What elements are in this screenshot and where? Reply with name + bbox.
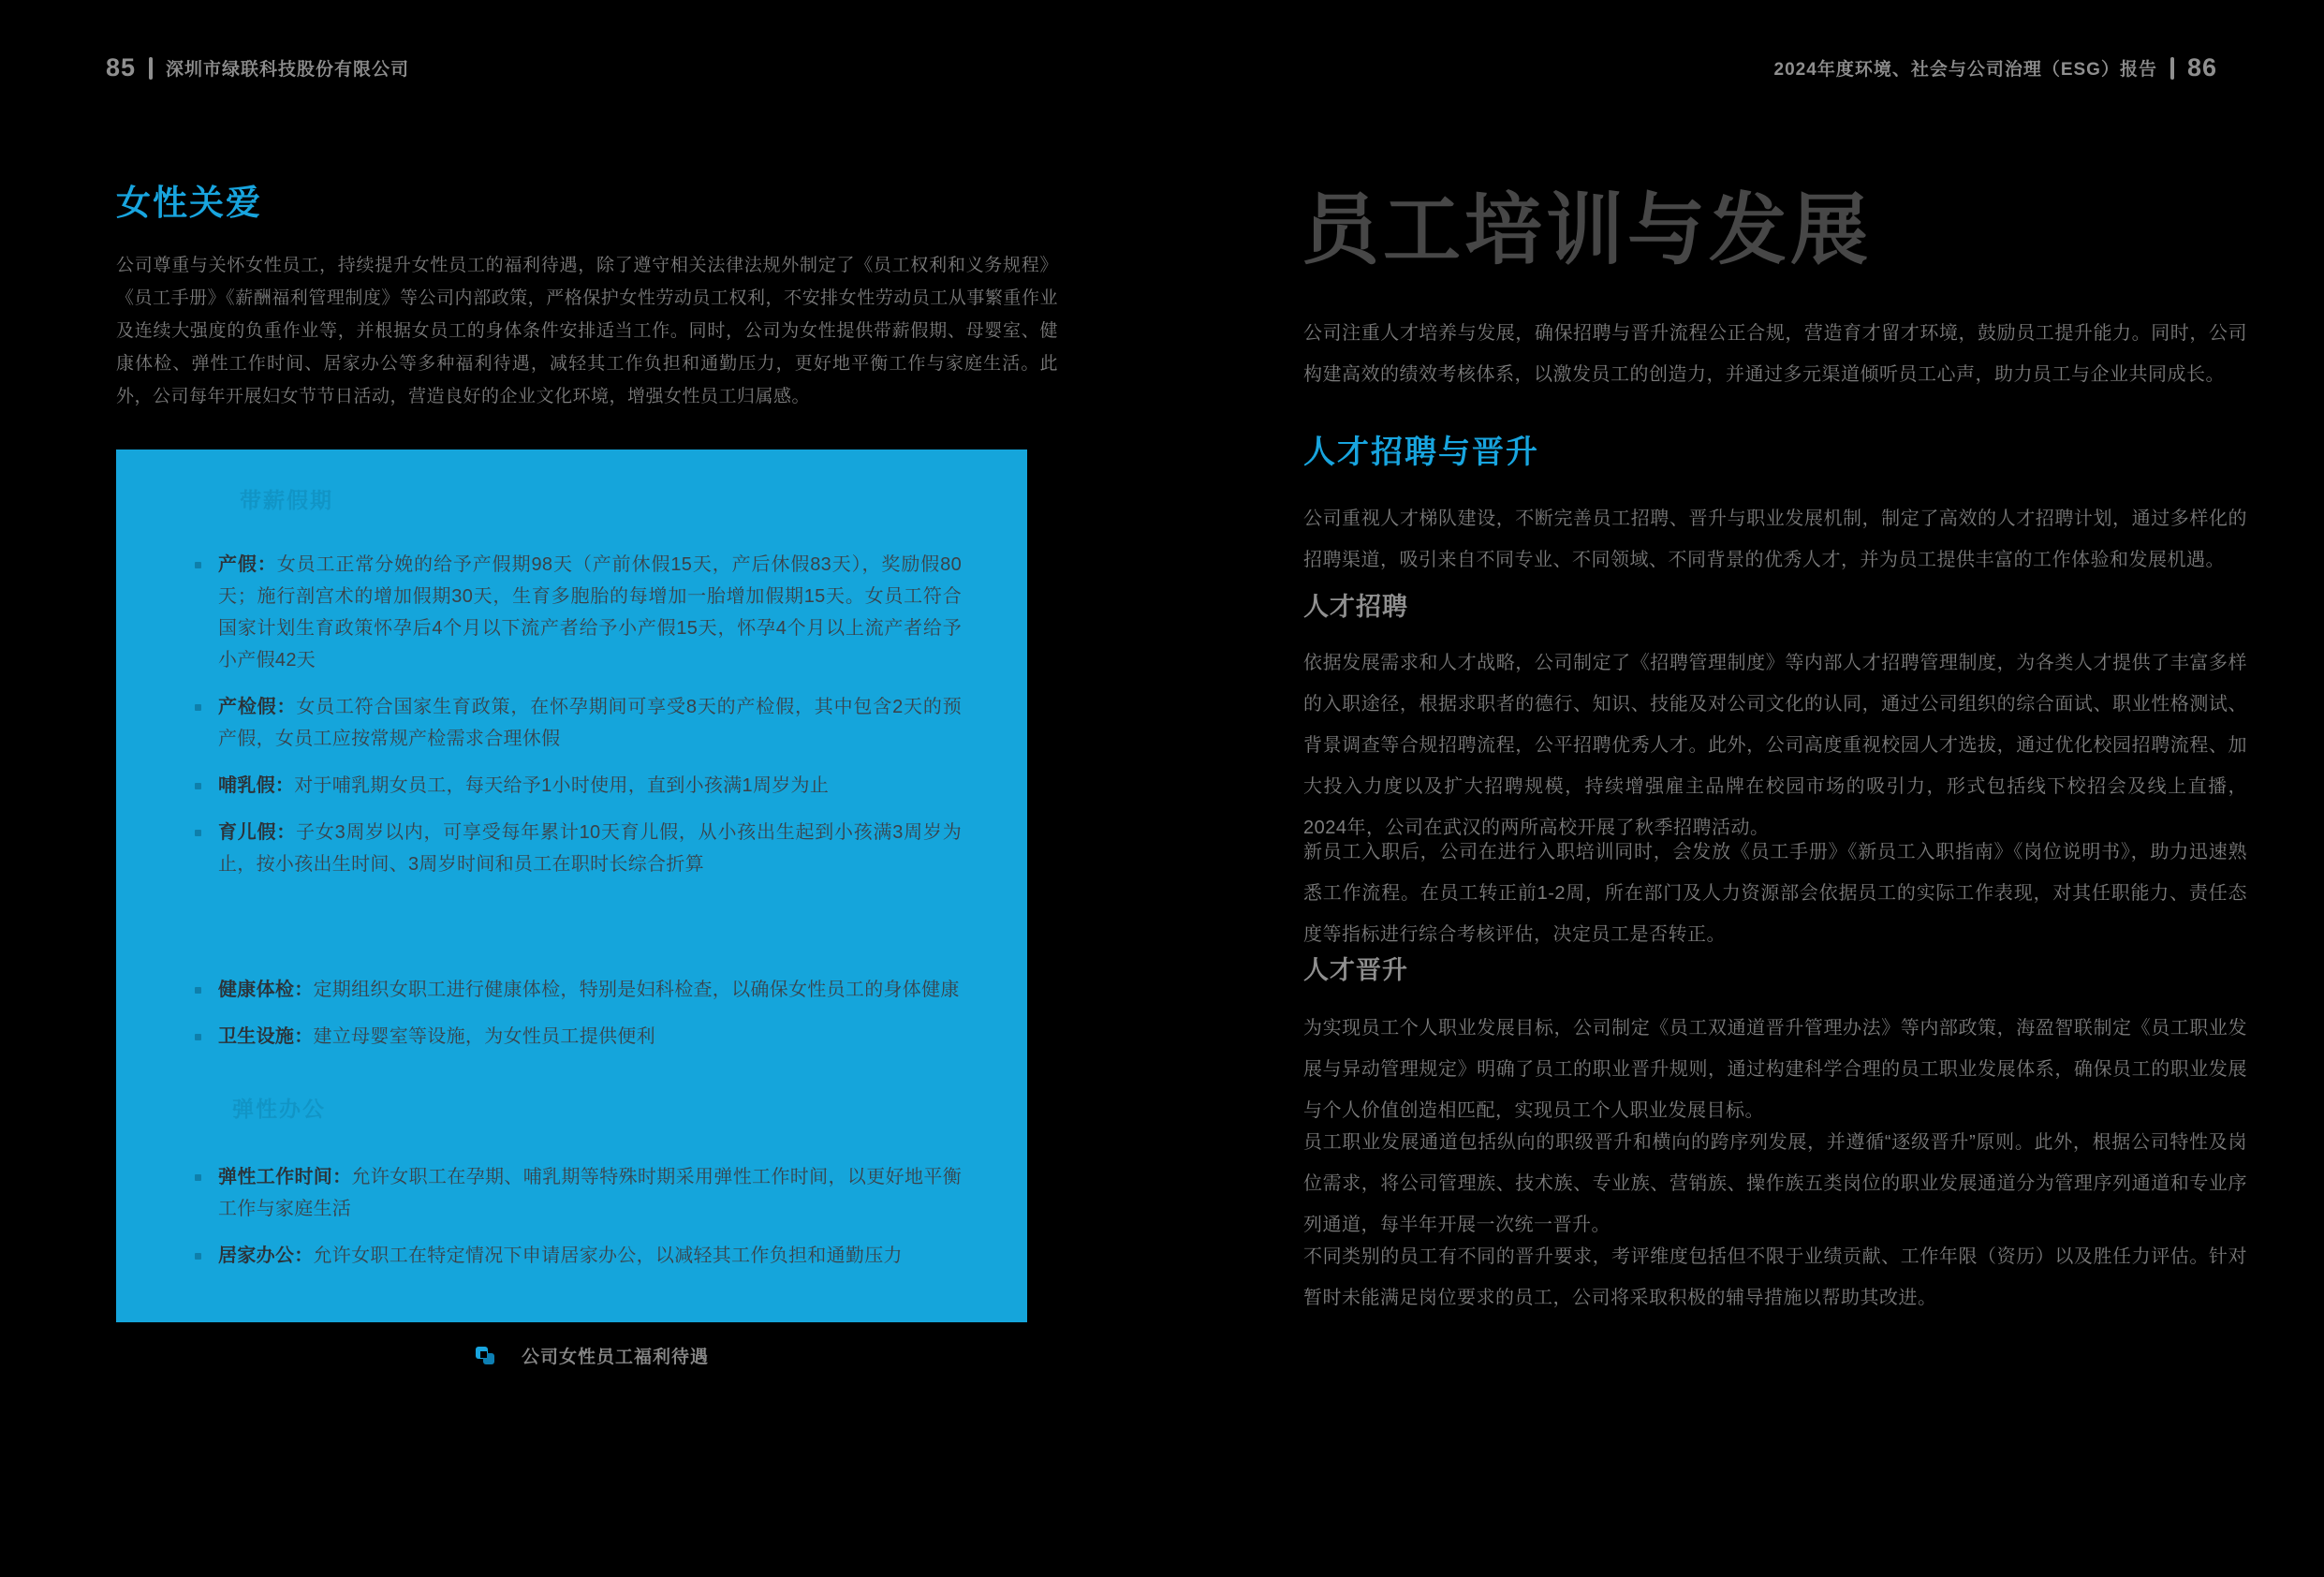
benefit-item-sanitary-facilities bbox=[195, 1021, 962, 1053]
header-divider bbox=[149, 57, 153, 80]
bullet-icon bbox=[195, 704, 201, 711]
benefit-label: 卫生设施： bbox=[218, 1026, 314, 1047]
chapter-intro: 公司注重人才培养与发展，确保招聘与晋升流程公正合规，营造育才留才环境，鼓励员工提升能力。同时，公司构建高效的绩效考核体系，以激发员工的创造力，并通过多元渠道倾听员工心声，助力员工与企业共同成长。 bbox=[1303, 323, 2247, 385]
section-title-recruit-promotion: 人才招聘与晋升 bbox=[1303, 435, 1539, 470]
women-care-intro: 公司尊重与关怀女性员工，持续提升女性员工的福利待遇，除了遵守相关法律法规外制定了《员工权利和义务规程》《员工手册》《薪酬福利管理制度》等公司内部政策，严格保护女性劳动员工权利，不安排女性劳动员工从事繁重作业及连续大强度的负重作业等，并根据女员工的身体条件安排适当工作。同时，公司为女性提供带薪假期、母婴室、健康体检、弹性工作时间、居家办公等多种福利待遇，减轻其工作负担和通勤压力，更好地平衡工作与家庭生活。此外，公司每年开展妇女节节日活动，营造良好的企业文化环境，增强女性员工归属感。 bbox=[116, 256, 1058, 406]
page-number-right: 86 bbox=[2186, 53, 2217, 81]
faint-group-heading-leave: 带薪假期 bbox=[240, 488, 333, 512]
benefit-text: 对于哺乳期女员工，每天给予1小时使用，直到小孩满1周岁为止 bbox=[294, 775, 830, 796]
recruitment-paragraph-2: 新员工入职后，公司在进行入职培训同时，会发放《员工手册》《新员工入职指南》《岗位说明书》，助力迅速熟悉工作流程。在员工转正前1-2周，所在部门及人力资源部会依据员工的实际工作表现，对其任职能力、责任态度等指标进行综合考核评估，决定员工是否转正。 bbox=[1303, 842, 2247, 945]
bullet-icon bbox=[195, 562, 201, 568]
caption-pinwheel-icon bbox=[473, 1344, 497, 1368]
report-title: 2024年度环境、社会与公司治理（ESG）报告 bbox=[1773, 60, 2157, 80]
section-title-women-care: 女性关爱 bbox=[116, 184, 262, 222]
benefit-label: 哺乳假： bbox=[218, 775, 295, 796]
benefit-item-parental-leave bbox=[195, 817, 962, 880]
bullet-icon bbox=[195, 783, 201, 789]
header-divider bbox=[2170, 57, 2174, 80]
benefit-text: 允许女职工在孕期、哺乳期等特殊时期采用弹性工作时间，以更好地平衡工作与家庭生活 bbox=[218, 1167, 962, 1219]
chapter-title-training-development: 员工培训与发展 bbox=[1302, 186, 1872, 273]
benefit-label: 育儿假： bbox=[218, 822, 297, 843]
benefit-item-maternity-leave bbox=[195, 549, 962, 676]
bullet-icon bbox=[195, 1253, 201, 1260]
page-number-left: 85 bbox=[106, 53, 137, 81]
benefit-text: 子女3周岁以内，可享受每年累计10天育儿假，从小孩出生起到小孩满3周岁为止，按小孩出生时间、3周岁时间和员工在职时长综合折算 bbox=[218, 822, 962, 875]
caption-text: 公司女性员工福利待遇 bbox=[522, 1348, 710, 1367]
benefit-text: 建立母婴室等设施，为女性员工提供便利 bbox=[313, 1026, 655, 1047]
benefit-label: 弹性工作时间： bbox=[218, 1167, 352, 1187]
faint-group-heading-flex: 弹性办公 bbox=[232, 1097, 326, 1121]
company-name: 深圳市绿联科技股份有限公司 bbox=[166, 60, 410, 80]
benefit-item-nursing-leave bbox=[195, 770, 962, 802]
benefit-text: 允许女职工在特定情况下申请居家办公，以减轻其工作负担和通勤压力 bbox=[313, 1245, 903, 1266]
benefit-label: 产检假： bbox=[218, 697, 297, 717]
subheading-talent-recruitment: 人才招聘 bbox=[1303, 593, 1408, 621]
benefit-item-flexible-hours bbox=[195, 1161, 962, 1225]
recruit-promotion-intro: 公司重视人才梯队建设，不断完善员工招聘、晋升与职业发展机制，制定了高效的人才招聘计划，通过多样化的招聘渠道，吸引来自不同专业、不同领域、不同背景的优秀人才，并为员工提供丰富的工作体验和发展机遇。 bbox=[1303, 508, 2247, 570]
benefit-item-work-from-home bbox=[195, 1240, 962, 1272]
subheading-talent-promotion: 人才晋升 bbox=[1303, 956, 1408, 984]
benefit-item-health-checkup bbox=[195, 974, 962, 1006]
bullet-icon bbox=[195, 1034, 201, 1040]
benefit-label: 产假： bbox=[218, 554, 277, 575]
promotion-paragraph-1: 为实现员工个人职业发展目标，公司制定《员工双通道晋升管理办法》等内部政策，海盈智联制定《员工职业发展与异动管理规定》明确了员工的职业晋升规则，通过构建科学合理的员工职业发展体系，确保员工的职业发展与个人价值创造相匹配，实现员工个人职业发展目标。 bbox=[1303, 1018, 2247, 1121]
bullet-icon bbox=[195, 987, 201, 994]
promotion-paragraph-3: 不同类别的员工有不同的晋升要求，考评维度包括但不限于业绩贡献、工作年限（资历）以及胜任力评估。针对暂时未能满足岗位要求的员工，公司将采取积极的辅导措施以帮助其改进。 bbox=[1303, 1246, 2247, 1308]
benefit-text: 女员工正常分娩的给予产假期98天（产前休假15天，产后休假83天），奖励假80天；施行剖宫术的增加假期30天，生育多胞胎的每增加一胎增加假期15天。女员工符合国家计划生育政策怀孕后4个月以下流产者给予小产假15天，怀孕4个月以上流产者给予小产假42天 bbox=[218, 554, 962, 671]
recruitment-paragraph-1: 依据发展需求和人才战略，公司制定了《招聘管理制度》等内部人才招聘管理制度，为各类人才提供了丰富多样的入职途径，根据求职者的德行、知识、技能及对公司文化的认同，通过公司组织的综合面试、职业性格测试、背景调查等合规招聘流程，公平招聘优秀人才。此外，公司高度重视校园人才选拔，通过优化校园招聘流程、加大投入力度以及扩大招聘规模，持续增强雇主品牌在校园市场的吸引力，形式包括线下校招会及线上直播，2024年，公司在武汉的两所高校开展了秋季招聘活动。 bbox=[1303, 653, 2247, 838]
benefit-item-prenatal-checkup-leave bbox=[195, 691, 962, 755]
benefit-text: 定期组织女职工进行健康体检，特别是妇科检查，以确保女性员工的身体健康 bbox=[313, 980, 960, 1000]
benefit-label: 居家办公： bbox=[218, 1245, 314, 1266]
benefit-text: 女员工符合国家生育政策，在怀孕期间可享受8天的产检假，其中包含2天的预产假，女员工应按常规产检需求合理休假 bbox=[218, 697, 962, 749]
benefits-box-caption bbox=[473, 1343, 709, 1368]
bullet-icon bbox=[195, 830, 201, 836]
promotion-paragraph-2: 员工职业发展通道包括纵向的职级晋升和横向的跨序列发展，并遵循“逐级晋升”原则。此外，根据公司特性及岗位需求，将公司管理族、技术族、专业族、营销族、操作族五类岗位的职业发展通道分为管理序列通道和专业序列通道，每半年开展一次统一晋升。 bbox=[1303, 1132, 2247, 1235]
page-header-left bbox=[106, 53, 409, 82]
bullet-icon bbox=[195, 1174, 201, 1181]
women-benefits-box bbox=[116, 450, 1027, 1322]
benefit-label: 健康体检： bbox=[218, 980, 314, 1000]
page-header-right bbox=[1774, 53, 2217, 82]
